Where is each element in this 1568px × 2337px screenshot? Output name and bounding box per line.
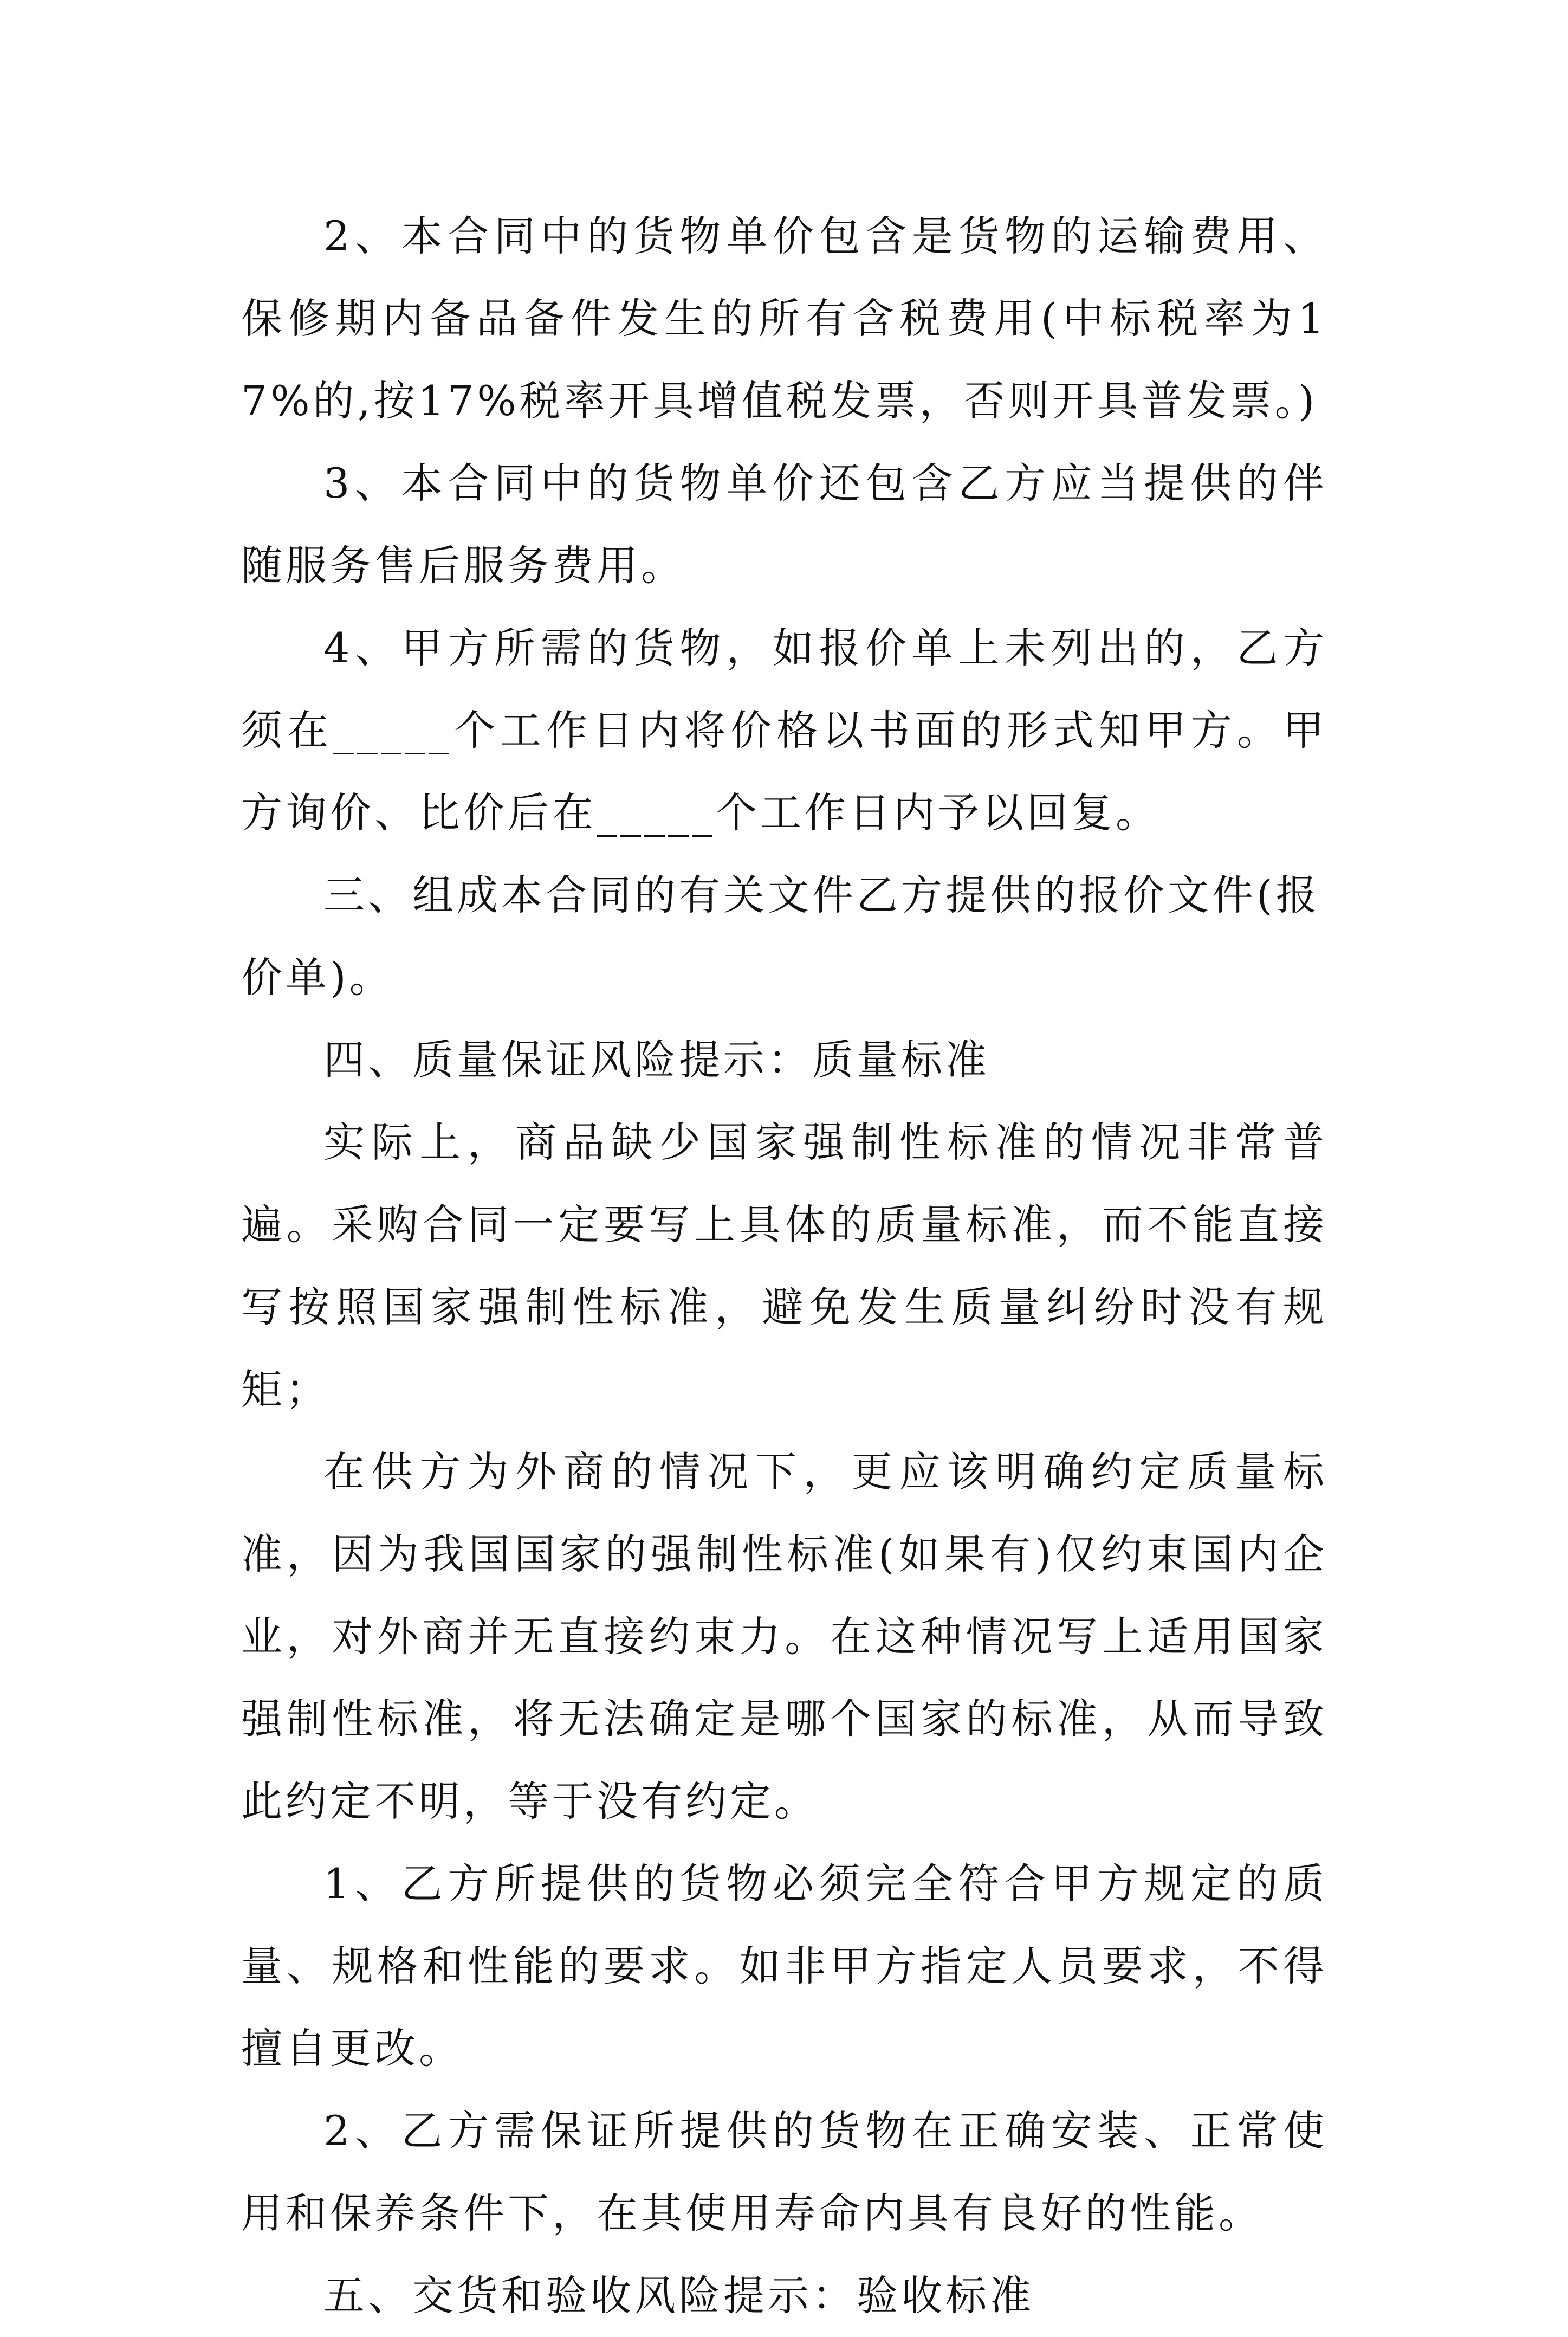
- section-heading-delivery-acceptance: 五、交货和验收风险提示：验收标准: [323, 2271, 1034, 2320]
- paragraph-unlisted-goods: 4、甲方所需的货物，如报价单上未列出的，乙方须在_____个工作日内将价格以书面的形式知甲方。甲方询价、比价后在_____个工作日内予以回复。: [241, 624, 1327, 837]
- section-heading-quality-assurance: 四、质量保证风险提示：质量标准: [323, 1036, 990, 1084]
- section-heading-contract-documents: 三、组成本合同的有关文件乙方提供的报价文件(报价单)。: [241, 871, 1320, 1002]
- paragraph-performance-guarantee: 2、乙方需保证所提供的货物在正确安装、正常使用和保养条件下，在其使用寿命内具有良好的性能。: [241, 2107, 1327, 2237]
- paragraph-quality-standard-note: 实际上，商品缺少国家强制性标准的情况非常普遍。采购合同一定要写上具体的质量标准，而不能直接写按照国家强制性标准，避免发生质量纠纷时没有规矩；: [241, 1118, 1327, 1413]
- paragraph-foreign-supplier-note: 在供方为外商的情况下，更应该明确约定质量标准，因为我国国家的强制性标准(如果有)仅约束国内企业，对外商并无直接约束力。在这种情况写上适用国家强制性标准，将无法确定是哪个国家的标准，从而导致此约定不明，等于没有约定。: [241, 1448, 1327, 1825]
- document-page: [241, 195, 1327, 2337]
- paragraph-price-includes-tax: 2、本合同中的货物单价包含是货物的运输费用、保修期内备品备件发生的所有含税费用(中标税率为17%的,按17%税率开具增值税发票，否则开具普发票。): [241, 212, 1327, 425]
- paragraph-price-includes-service: 3、本合同中的货物单价还包含乙方应当提供的伴随服务售后服务费用。: [241, 459, 1327, 590]
- paragraph-quality-requirement: 1、乙方所提供的货物必须完全符合甲方规定的质量、规格和性能的要求。如非甲方指定人员要求，不得擅自更改。: [241, 1860, 1327, 2073]
